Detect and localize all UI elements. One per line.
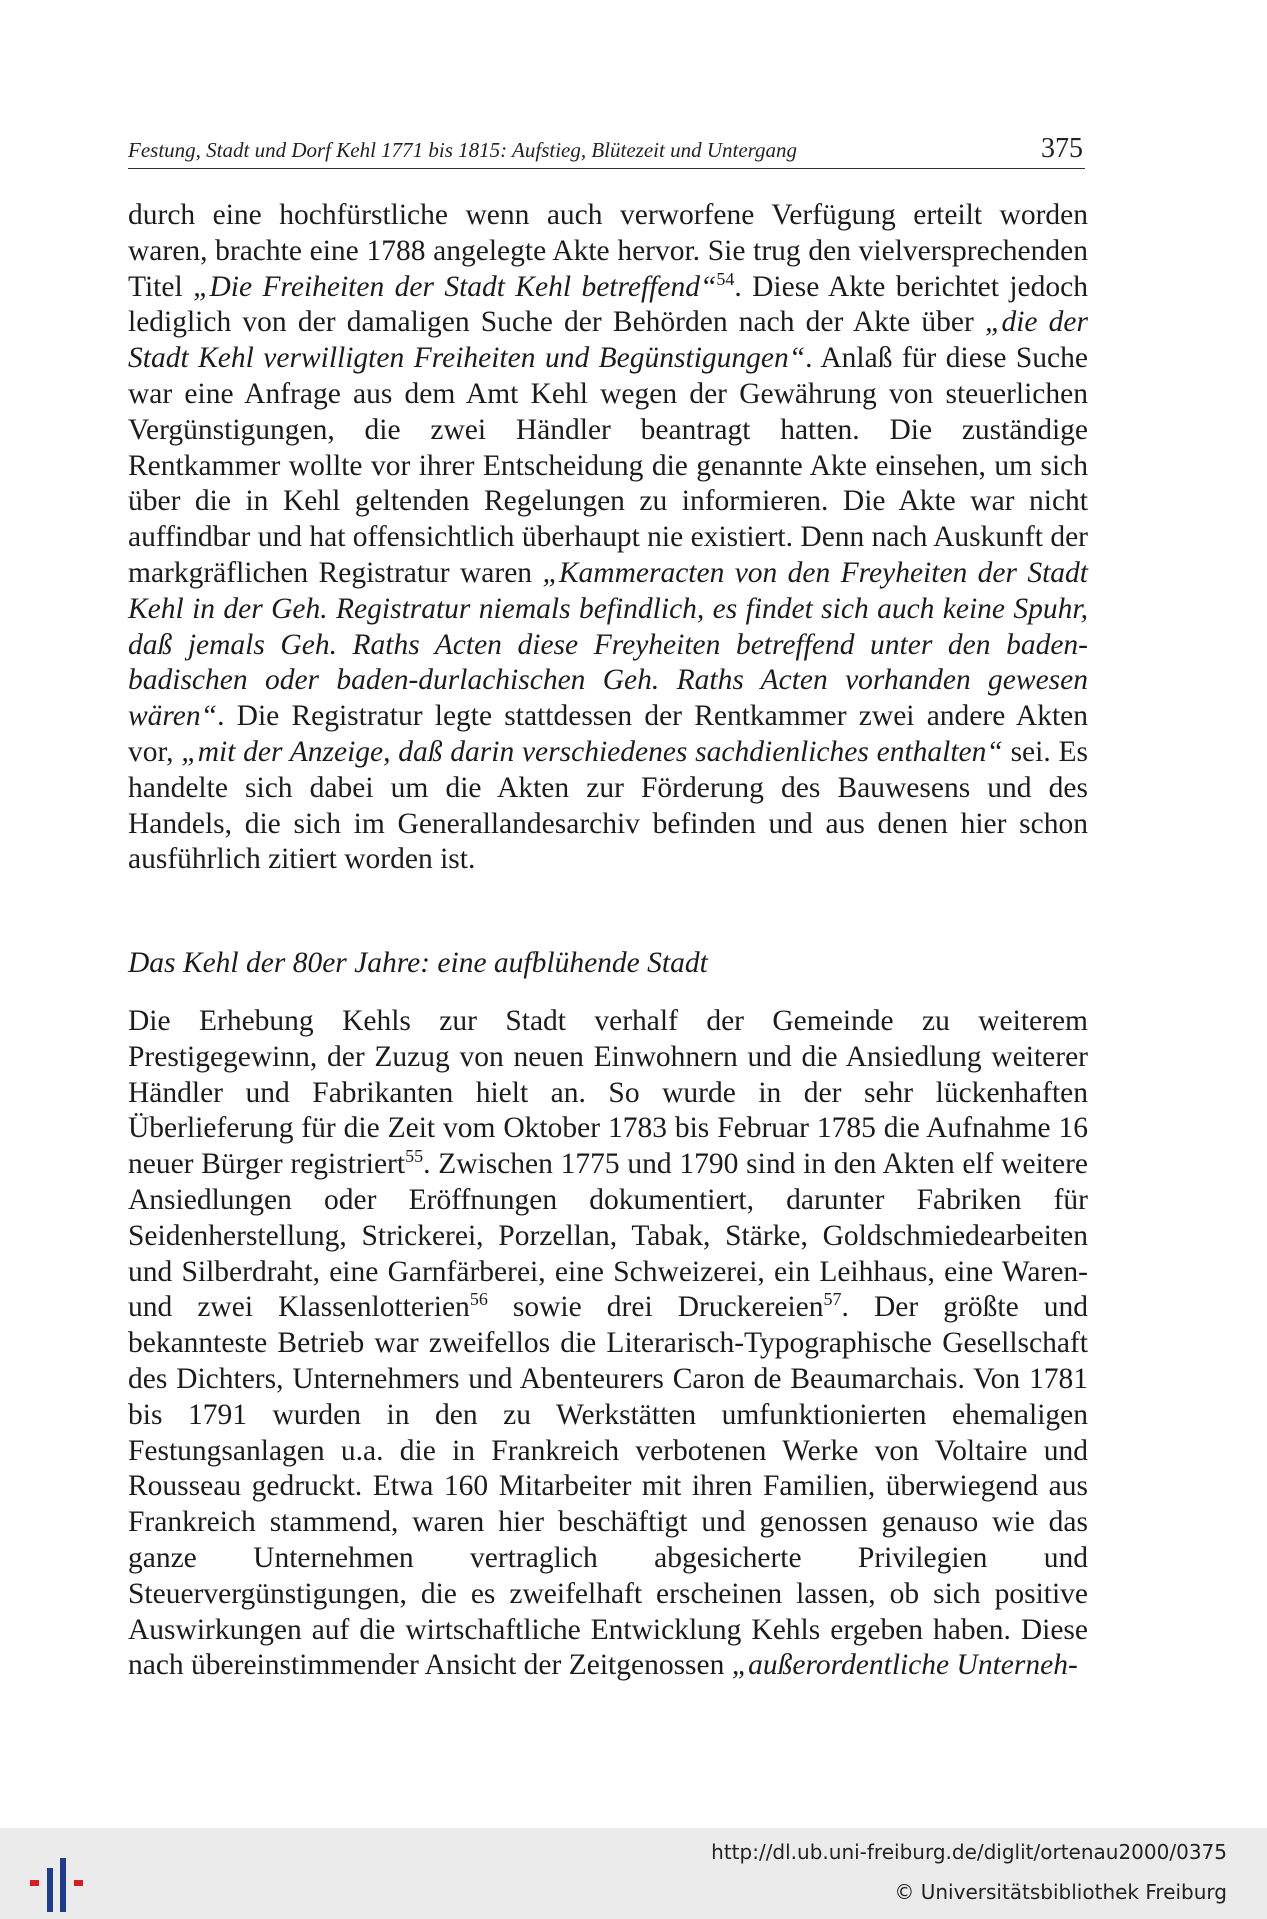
text-run: . Diese Akte berichtet jedoch lediglich von der damaligen Suche der Behörden nach der Akte über	[128, 270, 1088, 339]
footnote-ref-56[interactable]: 56	[469, 1289, 488, 1310]
ub-freiburg-logo-icon[interactable]	[30, 1858, 90, 1912]
body-paragraph-2	[128, 1004, 1088, 1684]
copyright-notice: © Universitätsbibliothek Freiburg	[894, 1880, 1227, 1904]
running-head: Festung, Stadt und Dorf Kehl 1771 bis 1815: Aufstieg, Blütezeit und Untergang	[128, 138, 798, 162]
footnote-ref-55[interactable]: 55	[405, 1146, 424, 1167]
viewer-footer	[0, 1828, 1267, 1919]
text-run: Die Erhebung Kehls zur Stadt verhalf der Gemeinde zu weiterem Prestigegewinn, der Zuzug von neuen Einwohnern und die Ansiedlung weiterer Händler und Fabrikanten hielt an. So wurde in der sehr lückenhaften Überlieferung für die Zeit vom Oktober 1783 bis Februar 1785 die Aufnahme 16 neuer Bürger registriert	[128, 1005, 1088, 1181]
section-heading: Das Kehl der 80er Jahre: eine aufblühende Stadt	[128, 947, 708, 979]
quote-run: „außerordentliche Unterneh-	[731, 1649, 1078, 1682]
page-number: 375	[1041, 133, 1083, 164]
footnote-ref-57[interactable]: 57	[823, 1289, 842, 1310]
quote-run: „Die Freiheiten der Stadt Kehl betreffend“	[193, 270, 717, 303]
footnote-ref-54[interactable]: 54	[716, 268, 735, 289]
text-run: . Die Registratur legte stattdessen der Rentkammer zwei andere Akten vor,	[128, 700, 1088, 768]
text-run: sowie drei Druckereien	[487, 1291, 824, 1324]
logo-bar-red-left	[30, 1880, 39, 1886]
quote-run: „Kammeracten von den Freyheiten der Stadt Kehl in der Geh. Registratur niemals befindlich, es findet sich auch keine Spuhr, daß jemals Geh. Raths Acten diese Freyheiten betreffend unter den baden-badischen oder baden-durlachischen Geh. Raths Acten vorhanden gewesen wären“	[128, 556, 1088, 733]
body-paragraph-1	[128, 198, 1088, 878]
logo-bar-blue-2	[60, 1858, 66, 1912]
text-run: . Der größte und bekannteste Betrieb war zweifellos die Literarisch-Typographische Gesellschaft des Dichters, Unternehmers und Abenteurers Caron de Beaumarchais. Von 1781 bis 1791 wurden in den zu Werkstätten umfunktionierten ehemaligen Festungsanlagen u.a. die in Frankreich verbotenen Werke von Voltaire und Rousseau gedruckt. Etwa 160 Mitarbeiter mit ihren Familien, überwiegend aus Frankreich stammend, waren hier beschäftigt und genossen genauso wie das ganze Unternehmen vertraglich abgesicherte Privilegien und Steuervergünstigungen, die es zweifelhaft erscheinen lassen, ob sich positive Auswirkungen auf die wirtschaftliche Entwicklung Kehls ergeben haben. Diese nach übereinstimmender Ansicht der Zeitgenossen	[128, 1291, 1088, 1682]
quote-run: „mit der Anzeige, daß darin verschiedenes sachdienliches enthalten“	[181, 735, 1003, 768]
text-run: . Zwischen 1775 und 1790 sind in den Akten elf weitere Ansiedlungen oder Eröffnungen dokumentiert, darunter Fabriken für Seidenherstellung, Strickerei, Porzellan, Tabak, Stärke, Goldschmiedearbeiten und Silberdraht, eine Garnfärberei, eine Schweizerei, ein Leihhaus, eine Waren- und zwei Klassenlotterien	[128, 1148, 1088, 1324]
text-run: durch eine hochfürstliche wenn auch verworfene Verfügung erteilt worden waren, brachte eine 1788 angelegte Akte hervor. Sie trug den vielversprechenden Titel	[128, 199, 1088, 303]
logo-bar-red-right	[74, 1880, 83, 1886]
text-run: sei. Es handelte sich dabei um die Akten zur Förderung des Bauwesens und des Handels, die sich im Generallandesarchiv befinden und aus denen hier schon ausführlich zitiert worden ist.	[128, 735, 1088, 876]
text-run: . Anlaß für diese Suche war eine Anfrage aus dem Amt Kehl wegen der Gewährung von steuerlichen Vergünstigungen, die zwei Händler beantragt hatten. Die zuständige Rentkammer wollte vor ihrer Entscheidung die genannte Akte einsehen, um sich über die in Kehl geltenden Regelungen zu informieren. Die Akte war nicht auffindbar und hat offensichtlich überhaupt nie existiert. Denn nach Auskunft der markgräflichen Registratur waren	[128, 342, 1088, 589]
page-header	[128, 128, 1085, 169]
document-url-link[interactable]: http://dl.ub.uni-freiburg.de/diglit/ortenau2000/0375	[711, 1840, 1227, 1864]
logo-bar-blue-1	[47, 1868, 53, 1912]
quote-run: „die der Stadt Kehl verwilligten Freiheiten und Begünstigungen“	[128, 306, 1088, 375]
